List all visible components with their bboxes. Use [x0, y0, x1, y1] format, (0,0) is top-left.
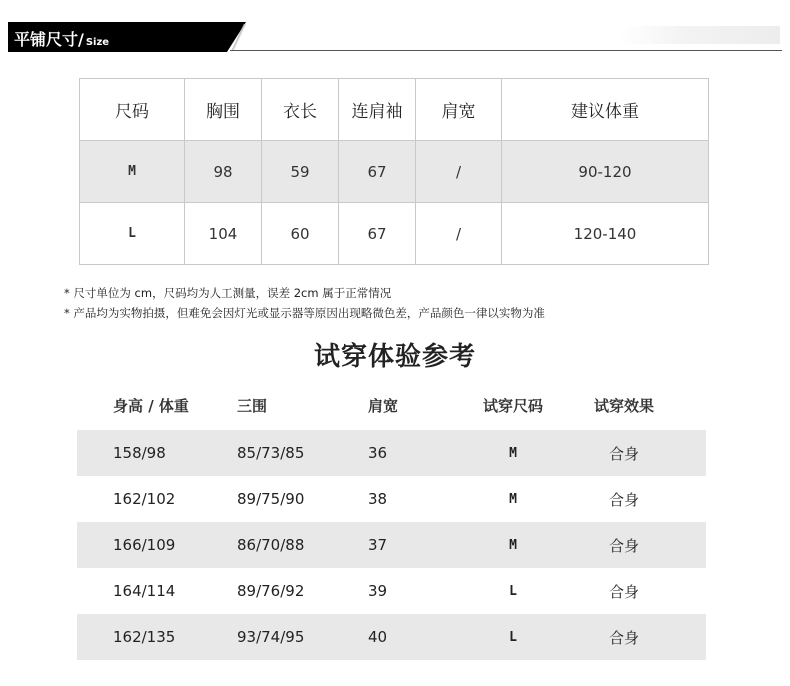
size-table-header-cell: 胸围 — [185, 79, 262, 141]
try-on-cell: 86/70/88 — [237, 536, 305, 554]
try-on-cell: 93/74/95 — [237, 628, 305, 646]
notes — [64, 283, 545, 323]
note-line: * 产品均为实物拍摄，但难免会因灯光或显示器等原因出现略微色差，产品颜色一律以实物为准 — [64, 306, 545, 320]
try-on-cell: 36 — [368, 444, 388, 462]
try-on-cell: 89/75/90 — [237, 490, 305, 508]
try-on-cell: 162/102 — [113, 490, 176, 508]
size-table-cell: L — [80, 203, 185, 265]
size-table-cell: / — [416, 141, 502, 203]
note-line: * 尺寸单位为 cm，尺码均为人工测量，误差 2cm 属于正常情况 — [64, 286, 392, 300]
size-table-header-cell: 尺码 — [80, 79, 185, 141]
try-on-row — [77, 430, 706, 476]
try-on-cell: 89/76/92 — [237, 582, 305, 600]
try-on-row — [77, 476, 706, 522]
size-table-cell: 120-140 — [502, 203, 709, 265]
size-table-cell: 59 — [262, 141, 339, 203]
header-banner — [0, 22, 790, 52]
try-on-header-cell: 肩宽 — [368, 396, 399, 415]
try-on-header-cell: 三围 — [237, 396, 268, 415]
try-on-header-cell: 试穿效果 — [593, 396, 654, 415]
try-on-header-row — [77, 385, 706, 425]
size-table-header-cell: 肩宽 — [416, 79, 502, 141]
try-on-row — [77, 522, 706, 568]
size-table-cell: 90-120 — [502, 141, 709, 203]
try-on-cell: 合身 — [608, 536, 639, 555]
size-table-cell: 60 — [262, 203, 339, 265]
header-title-text: 平铺尺寸/ — [14, 30, 84, 49]
try-on-cell: L — [509, 583, 517, 599]
try-on-cell: 37 — [368, 536, 388, 554]
size-table-header-cell: 连肩袖 — [339, 79, 416, 141]
header-banner-slash-decoration — [228, 24, 250, 50]
size-table-cell: 98 — [185, 141, 262, 203]
header-subtitle: Size — [85, 37, 110, 48]
header-title — [14, 27, 109, 50]
size-table-row — [80, 203, 709, 265]
try-on-cell: 162/135 — [113, 628, 176, 646]
try-on-cell: 合身 — [608, 628, 639, 647]
size-table-header-cell: 建议体重 — [502, 79, 709, 141]
try-on-row — [77, 614, 706, 660]
try-on-cell: 40 — [368, 628, 388, 646]
size-table-cell: 67 — [339, 203, 416, 265]
size-table-header-cell: 衣长 — [262, 79, 339, 141]
try-on-cell: 38 — [368, 490, 388, 508]
try-on-row — [77, 568, 706, 614]
try-on-cell: 合身 — [608, 490, 639, 509]
size-table-row — [80, 141, 709, 203]
try-on-cell: 164/114 — [113, 582, 176, 600]
size-table-cell: 104 — [185, 203, 262, 265]
header-faint-decoration — [620, 26, 780, 44]
header-divider-line — [230, 50, 782, 51]
try-on-cell: 合身 — [608, 444, 639, 463]
try-on-cell: 合身 — [608, 582, 639, 601]
size-table-cell: M — [80, 141, 185, 203]
size-table-header-row — [80, 79, 709, 141]
try-on-cell: 39 — [368, 582, 388, 600]
try-on-title: 试穿体验参考 — [313, 342, 476, 372]
try-on-cell: M — [509, 537, 517, 553]
size-table-cell: 67 — [339, 141, 416, 203]
try-on-header-cell: 试穿尺码 — [482, 396, 543, 415]
try-on-header-cell: 身高 / 体重 — [113, 396, 189, 415]
try-on-cell: M — [509, 445, 517, 461]
try-on-cell: 166/109 — [113, 536, 176, 554]
size-table — [79, 78, 709, 265]
size-table-cell: / — [416, 203, 502, 265]
try-on-cell: 85/73/85 — [237, 444, 305, 462]
try-on-cell: 158/98 — [113, 444, 166, 462]
try-on-table — [77, 385, 706, 660]
try-on-cell: L — [509, 629, 517, 645]
try-on-cell: M — [509, 491, 517, 507]
